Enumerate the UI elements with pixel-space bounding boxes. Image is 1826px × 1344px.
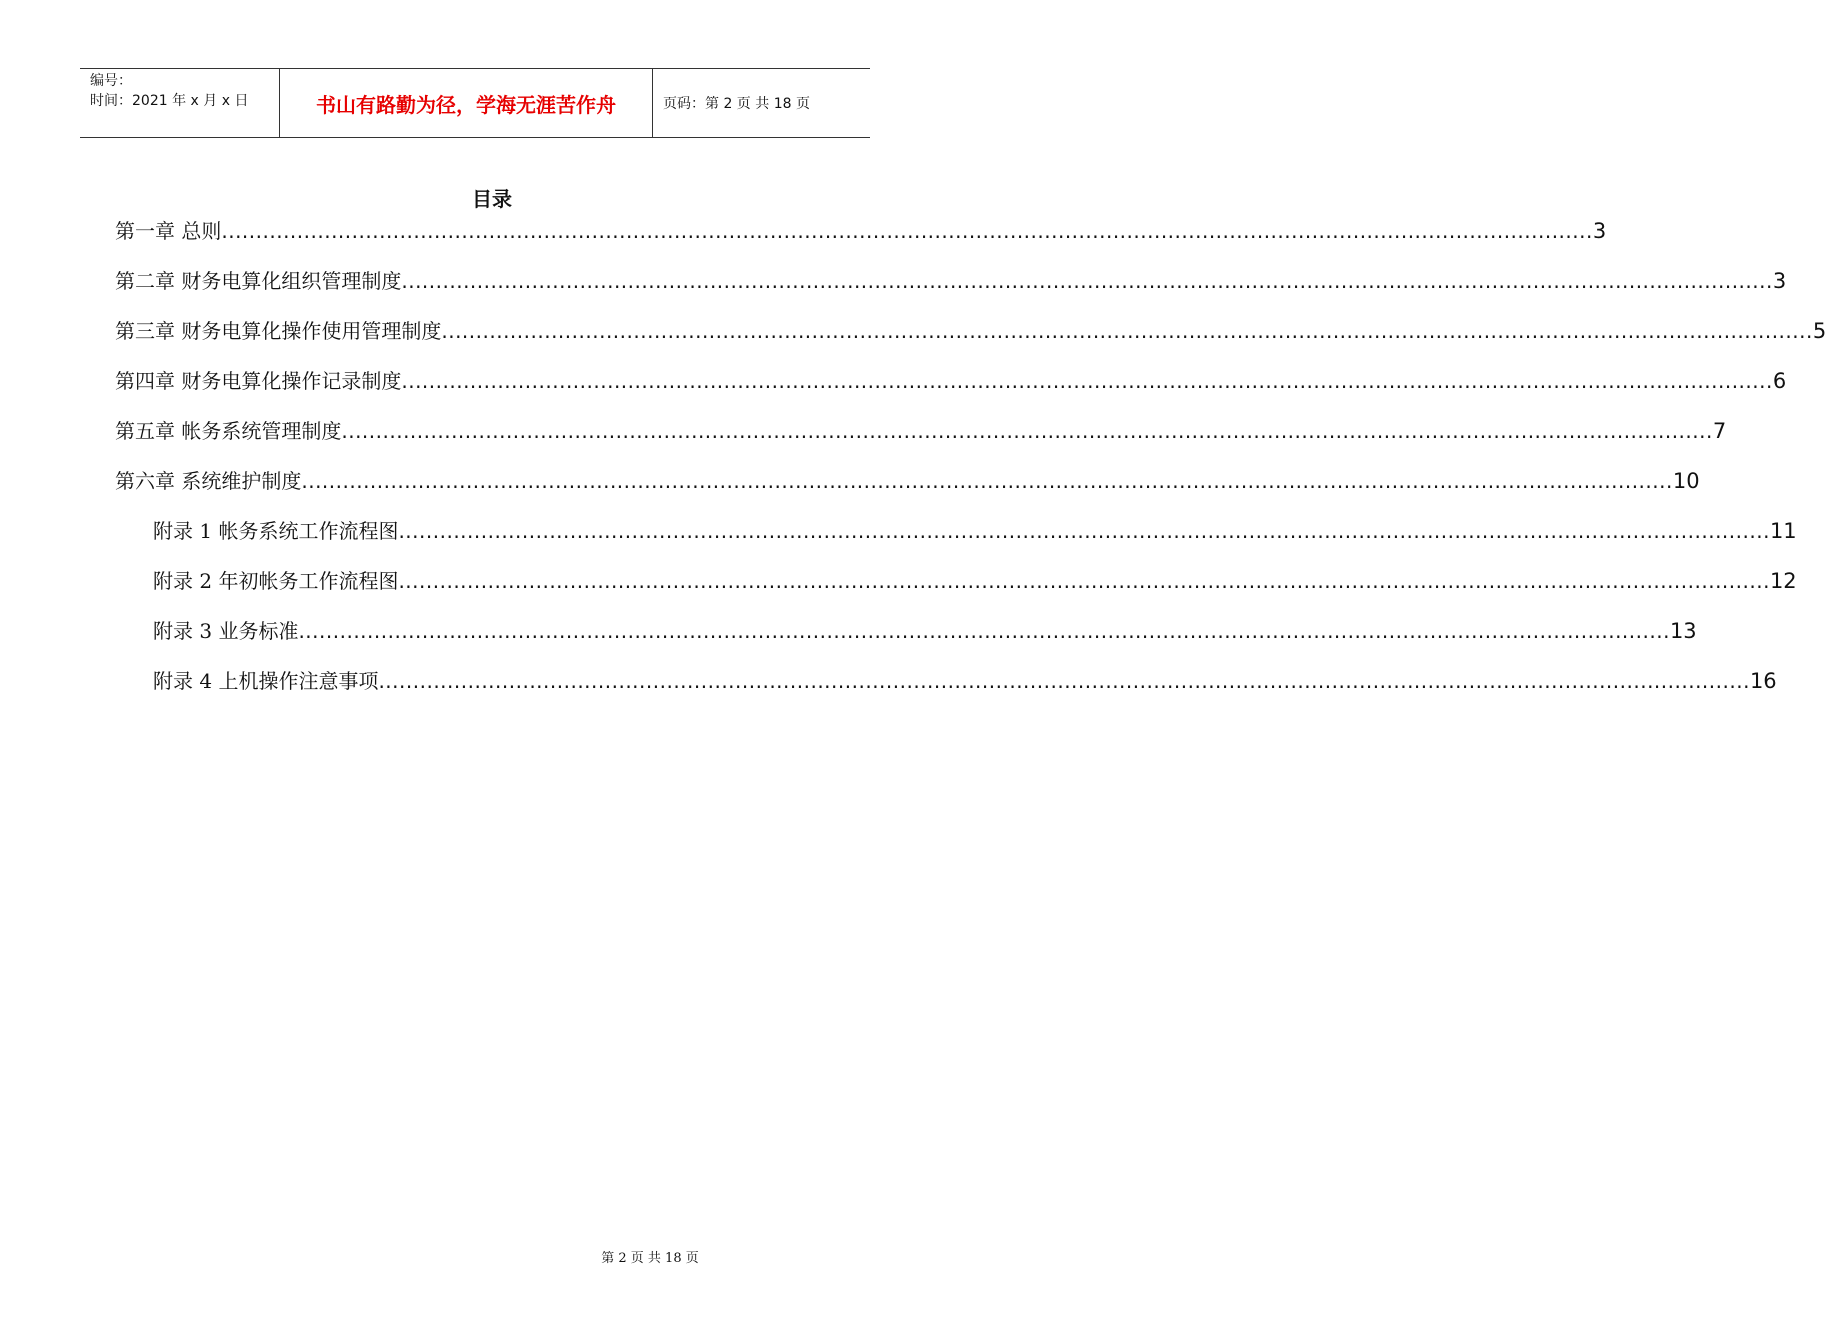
toc-entry-page: 3 bbox=[1772, 269, 1787, 293]
toc-entry-page: 16 bbox=[1749, 669, 1777, 693]
toc-entry[interactable] bbox=[115, 265, 1787, 299]
toc-entry-page: 11 bbox=[1769, 519, 1797, 543]
toc-entry-page: 12 bbox=[1769, 569, 1797, 593]
toc-leader-dots: ........................................................................................................................................................................................................ bbox=[301, 469, 1673, 493]
toc-entry[interactable] bbox=[115, 365, 1787, 399]
toc-title: 目录 bbox=[472, 187, 512, 211]
toc-entry-page: 13 bbox=[1669, 619, 1697, 643]
toc-leader-dots: ........................................................................................................................................................................................................ bbox=[298, 619, 1670, 643]
toc-entry-label: 附录 3 业务标准 bbox=[153, 619, 299, 643]
toc-entry-page: 10 bbox=[1672, 469, 1700, 493]
toc-leader-dots: ........................................................................................................................................................................................................ bbox=[341, 419, 1713, 443]
toc-entry[interactable] bbox=[153, 665, 1777, 699]
header-motto: 书山有路勤为径，学海无涯苦作舟 bbox=[280, 69, 653, 137]
toc-leader-dots: ........................................................................................................................................................................................................ bbox=[441, 319, 1813, 343]
header-meta bbox=[80, 69, 280, 137]
toc-entry-page: 3 bbox=[1592, 219, 1607, 243]
toc-entry-label: 附录 4 上机操作注意事项 bbox=[153, 669, 379, 693]
toc-entry-page: 5 bbox=[1812, 319, 1826, 343]
toc-leader-dots: ........................................................................................................................................................................................................ bbox=[401, 369, 1773, 393]
toc-entry-label: 第三章 财务电算化操作使用管理制度 bbox=[115, 319, 442, 343]
toc-entry[interactable] bbox=[153, 615, 1697, 649]
page-header bbox=[80, 68, 870, 138]
toc-entry[interactable] bbox=[115, 315, 1826, 349]
toc-entry-page: 7 bbox=[1712, 419, 1727, 443]
toc-entry[interactable] bbox=[153, 565, 1797, 599]
toc-leader-dots: ........................................................................................................................................................................................................ bbox=[221, 219, 1593, 243]
toc-entry-label: 第四章 财务电算化操作记录制度 bbox=[115, 369, 402, 393]
toc-entry[interactable] bbox=[115, 465, 1700, 499]
toc-leader-dots: ........................................................................................................................................................................................................ bbox=[398, 519, 1770, 543]
toc-leader-dots: ........................................................................................................................................................................................................ bbox=[401, 269, 1773, 293]
toc-entry-label: 第五章 帐务系统管理制度 bbox=[115, 419, 342, 443]
toc-entry-label: 第一章 总则 bbox=[115, 219, 222, 243]
toc-leader-dots: ........................................................................................................................................................................................................ bbox=[378, 669, 1750, 693]
toc-entry-label: 附录 1 帐务系统工作流程图 bbox=[153, 519, 399, 543]
doc-time-label: 时间：2021 年 x 月 x 日 bbox=[90, 93, 249, 109]
header-page-info: 页码：第 2 页 共 18 页 bbox=[663, 96, 810, 112]
toc-entry[interactable] bbox=[115, 415, 1727, 449]
doc-number-label: 编号： bbox=[90, 73, 132, 89]
toc-entry[interactable] bbox=[115, 215, 1607, 249]
toc-leader-dots: ........................................................................................................................................................................................................ bbox=[398, 569, 1770, 593]
toc-entry-label: 附录 2 年初帐务工作流程图 bbox=[153, 569, 399, 593]
toc-entry[interactable] bbox=[153, 515, 1797, 549]
toc-entry-label: 第六章 系统维护制度 bbox=[115, 469, 302, 493]
page-footer: 第 2 页 共 18 页 bbox=[601, 1251, 699, 1266]
toc-entry-page: 6 bbox=[1772, 369, 1787, 393]
toc-entry-label: 第二章 财务电算化组织管理制度 bbox=[115, 269, 402, 293]
